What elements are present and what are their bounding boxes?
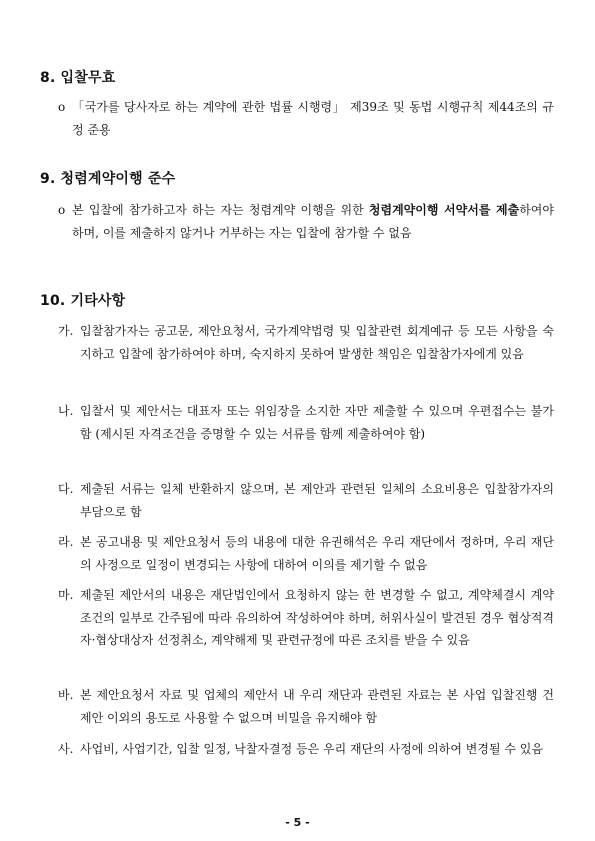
- section-heading-integrity-contract: 9. 청렴계약이행 준수: [40, 171, 176, 187]
- item-marker: 라.: [58, 535, 74, 549]
- paragraph-item-ba: 본 제안요청서 자료 및 업체의 제안서 내 우리 재단과 관련된 자료는 본 사업 입찰진행 건 제안 이외의 용도로 사용할 수 없으며 비밀을 유지해야 함: [80, 688, 554, 725]
- paragraph-item-ga: 입찰참가자는 공고문, 제안요청서, 국가계약법령 및 입찰관련 회계예규 등 모든 사항을 숙지하고 입찰에 참가하여야 하며, 숙지하지 못하여 발생한 책임은 입찰참가자에게 있음: [80, 324, 554, 361]
- section-heading-invalid-bid: 8. 입찰무효: [40, 70, 116, 86]
- bullet-marker: o: [58, 203, 66, 217]
- paragraph-item-sa: 사업비, 사업기간, 입찰 일정, 낙찰자결정 등은 우리 재단의 사정에 의하여 변경될 수 있음: [80, 742, 543, 756]
- paragraph-invalid-bid-rule: 「국가를 당사자로 하는 계약에 관한 법률 시행령」 제39조 및 동법 시행규칙 제44조의 규정 준용: [72, 100, 554, 137]
- item-marker: 나.: [58, 404, 74, 418]
- paragraph-item-ma: 제출된 제안서의 내용은 재단법인에서 요청하지 않는 한 변경할 수 없고, 계약체결시 계약조건의 일부로 간주됨에 따라 유의하여 작성하여야 하며, 허위사실이 발견된 경우 협상적격자·협상대상자 선정취소, 계약해제 및 관련규정에 따른 조치를 받을 수 있음: [80, 588, 554, 647]
- paragraph-item-da: 제출된 서류는 일체 반환하지 않으며, 본 제안과 관련된 일체의 소요비용은 입찰참가자의 부담으로 함: [80, 482, 554, 519]
- item-marker: 다.: [58, 482, 74, 496]
- paragraph-item-ra: 본 공고내용 및 제안요청서 등의 내용에 대한 유권해석은 우리 재단에서 정하며, 우리 재단의 사정으로 일정이 변경되는 사항에 대하여 이의를 제기할 수 없음: [80, 535, 554, 572]
- page-number: - 5 -: [285, 816, 310, 829]
- item-marker: 마.: [58, 588, 74, 602]
- item-marker: 바.: [58, 688, 74, 702]
- emphasized-text: 청렴계약이행 서약서를 제출: [368, 203, 520, 217]
- paragraph-item-na: 입찰서 및 제안서는 대표자 또는 위임장을 소지한 자만 제출할 수 있으며 우편접수는 불가함 (제시된 자격조건을 증명할 수 있는 서류를 함께 제출하여야 함): [80, 404, 554, 441]
- paragraph-text: 하여야 하며, 이를 제출하지 않거나 거부하는 자는 입찰에 참가할 수 없음: [72, 203, 554, 240]
- paragraph-integrity-contract: [72, 199, 554, 244]
- item-marker: 가.: [58, 324, 74, 338]
- section-heading-other-matters: 10. 기타사항: [40, 293, 126, 309]
- paragraph-text: 본 입찰에 참가하고자 하는 자는 청렴계약 이행을 위한: [72, 203, 369, 217]
- bullet-marker: o: [58, 100, 66, 114]
- item-marker: 사.: [58, 742, 74, 756]
